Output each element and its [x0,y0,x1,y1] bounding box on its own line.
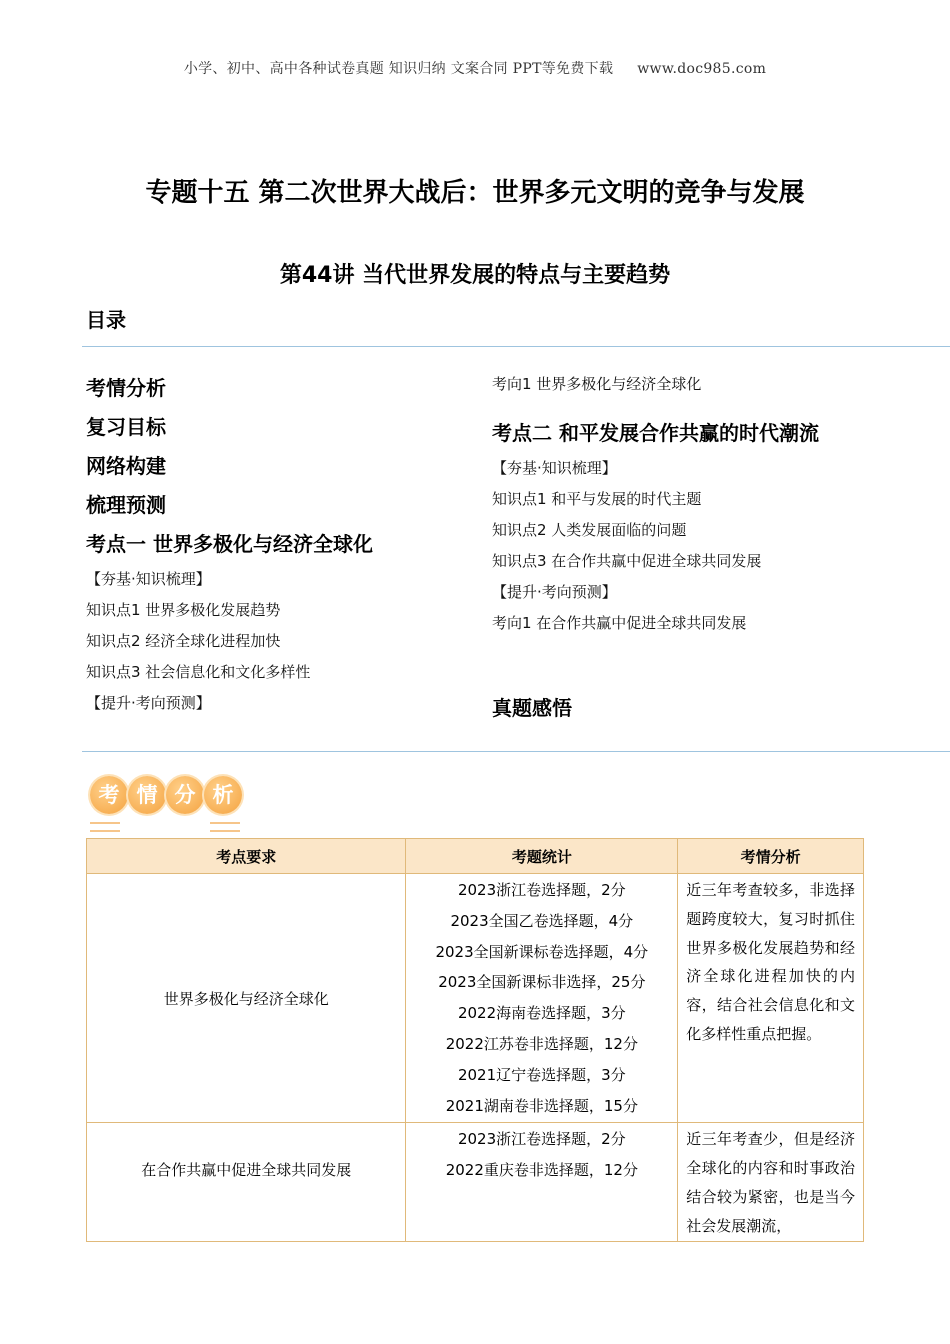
page-title: 专题十五 第二次世界大战后：世界多元文明的竞争与发展 [145,178,805,208]
column-header: 考情分析 [678,839,864,874]
toc-item[interactable]: 考情分析 [86,376,166,400]
toc-item[interactable]: 知识点1 世界多极化发展趋势 [86,601,281,619]
page-header [0,58,950,78]
stat-line: 2021湖南卷非选择题，15分 [445,1096,638,1115]
analysis-cell: 近三年考查较多，非选择题跨度较大，复习时抓住世界多极化发展趋势和经济全球化进程加快的内容，结合社会信息化和文化多样性重点把握。 [678,874,864,1123]
stat-line: 2023全国乙卷选择题，4分 [450,911,634,930]
toc-item[interactable]: 【夯基·知识梳理】 [86,570,211,588]
table-header-row [87,839,864,874]
toc-item[interactable]: 知识点2 人类发展面临的问题 [492,521,687,539]
stats-cell [406,874,678,1123]
toc-item[interactable]: 考点二 和平发展合作共赢的时代潮流 [492,421,819,445]
column-header: 考点要求 [87,839,406,874]
badge-char: 分 [166,776,204,814]
toc-left-column [86,369,373,719]
toc-item[interactable]: 【提升·考向预测】 [86,694,211,712]
table-row [87,1123,864,1241]
toc-item[interactable]: 知识点1 和平与发展的时代主题 [492,490,702,508]
header-text: 小学、初中、高中各种试卷真题 知识归纳 文案合同 PPT等免费下载 [183,61,614,77]
toc-item[interactable]: 考向1 在合作共赢中促进全球共同发展 [492,614,747,632]
stat-line: 2023浙江卷选择题，2分 [457,1130,626,1149]
column-header: 考题统计 [406,839,678,874]
badge-char: 情 [128,776,166,814]
stat-line: 2022海南卷选择题，3分 [457,1004,626,1023]
requirement-cell: 世界多极化与经济全球化 [87,874,406,1123]
exam-analysis-table [86,838,864,1242]
toc-item[interactable]: 真题感悟 [492,696,572,720]
toc-right-column [492,369,819,728]
stats-cell [406,1123,678,1241]
lecture-subtitle: 第44讲 当代世界发展的特点与主要趋势 [279,263,671,288]
badge-underline [210,822,240,832]
toc-item[interactable]: 【提升·考向预测】 [492,583,617,601]
toc-top-divider [82,346,950,347]
header-url[interactable]: www.doc985.com [637,61,767,77]
toc-item[interactable]: 知识点3 社会信息化和文化多样性 [86,663,311,681]
toc-item[interactable]: 知识点2 经济全球化进程加快 [86,632,281,650]
stat-line: 2023全国新课标卷选择题，4分 [435,942,649,961]
toc-item[interactable]: 复习目标 [86,415,166,439]
stat-line: 2023浙江卷选择题，2分 [457,881,626,899]
stat-line: 2023全国新课标非选择，25分 [438,973,646,992]
toc-heading: 目录 [86,308,126,332]
badge-char: 析 [204,776,242,814]
stat-line: 2022重庆卷非选择题，12分 [445,1161,638,1180]
stat-line: 2022江苏卷非选择题，12分 [445,1034,638,1053]
table-row [87,874,864,1123]
section-badge-exam-analysis [86,776,246,832]
toc-item[interactable]: 网络构建 [86,454,166,478]
analysis-cell: 近三年考查少，但是经济全球化的内容和时事政治结合较为紧密，也是当今社会发展潮流， [678,1123,864,1241]
requirement-cell: 在合作共赢中促进全球共同发展 [87,1123,406,1241]
badge-underline [90,822,120,832]
toc-bottom-divider [82,751,950,752]
badge-char: 考 [90,776,128,814]
toc-item[interactable]: 考点一 世界多极化与经济全球化 [86,532,373,556]
toc-item[interactable]: 【夯基·知识梳理】 [492,459,617,477]
toc-item[interactable]: 考向1 世界多极化与经济全球化 [492,375,702,393]
toc-item[interactable]: 知识点3 在合作共赢中促进全球共同发展 [492,552,762,570]
stat-line: 2021辽宁卷选择题，3分 [457,1065,626,1084]
toc-item[interactable]: 梳理预测 [86,493,166,517]
